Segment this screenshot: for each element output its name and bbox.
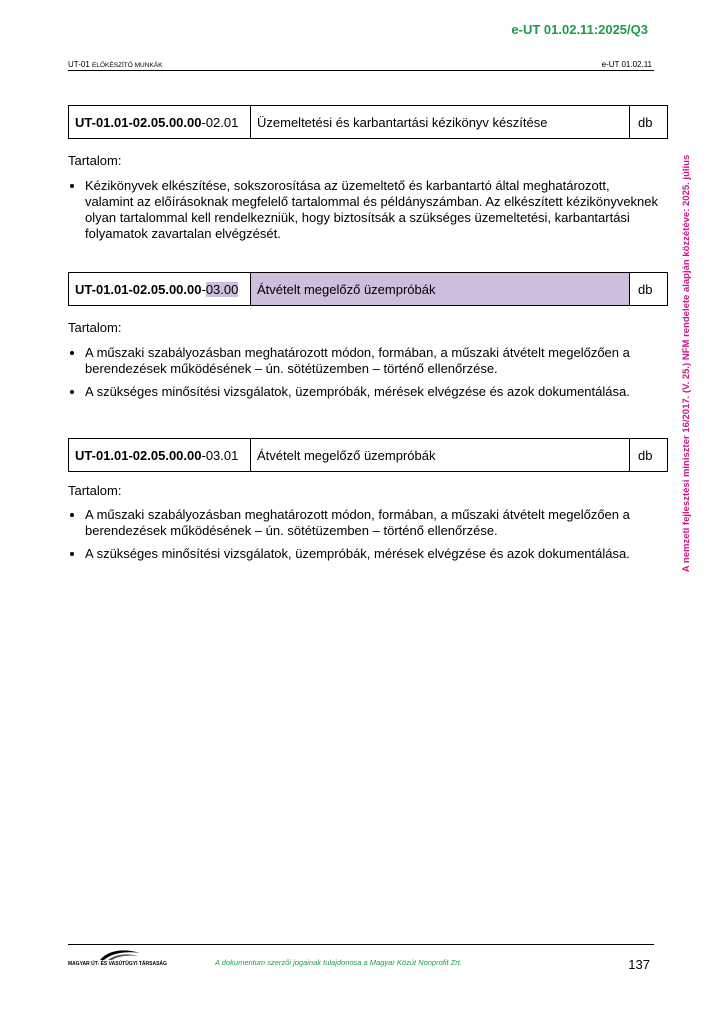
copyright-note: A dokumentum szerzői jogainak tulajdonosa a Magyar Közút Nonprofit Zrt. <box>215 958 462 967</box>
item-code-main: UT-01.01-02.05.00.00 <box>75 447 202 463</box>
page-number: 137 <box>628 957 650 972</box>
document-code: e-UT 01.02.11:2025/Q3 <box>511 22 648 37</box>
header-divider <box>68 70 654 71</box>
item-code-cell <box>69 273 251 305</box>
item-code-dash: - <box>201 281 206 297</box>
list-item: A szükséges minősítési vizsgálatok, üzempróbák, mérések elvégzése és azok dokumentálása. <box>68 384 658 400</box>
content-list-2 <box>68 345 658 407</box>
item-code-cell <box>69 106 251 138</box>
logo-swoosh-icon <box>98 948 142 962</box>
item-code-main: UT-01.01-02.05.00.00 <box>75 281 202 297</box>
footer-divider <box>68 944 654 945</box>
item-title-cell: Üzemeltetési és karbantartási kézikönyv készítése <box>251 106 630 138</box>
item-table-1 <box>68 105 668 139</box>
item-code-highlighted-suffix: 03.00 <box>205 281 239 297</box>
item-unit-cell: db <box>638 447 653 463</box>
item-code-main: UT-01.01-02.05.00.00 <box>75 114 202 130</box>
item-code-suffix: -03.01 <box>201 447 239 463</box>
publication-side-note <box>676 98 698 628</box>
item-unit-cell: db <box>638 114 653 130</box>
chapter-prefix: UT-01 <box>68 60 93 69</box>
chapter-title: ELŐKÉSZÍTŐ MUNKÁK <box>92 62 163 69</box>
running-header-right: e-UT 01.02.11 <box>601 60 652 69</box>
item-code-cell <box>69 439 251 471</box>
list-item: A szükséges minősítési vizsgálatok, üzempróbák, mérések elvégzése és azok dokumentálása. <box>68 546 658 562</box>
item-table-2 <box>68 272 668 306</box>
item-table-3 <box>68 438 668 472</box>
content-list-3 <box>68 507 658 569</box>
list-item: Kézikönyvek elkészítése, sokszorosítása az üzemeltető és karbantartó által meghatározott, valamint az előírásoknak megfelelő tartalommal és példányszámban. Az elkészített kézikönyveknek olyan tartalommal kell rendelkezniük, hogy biztosítsák a szükséges üzemeltetési, karbantartási folyamatok zavartalan elvégzését. <box>68 178 658 242</box>
content-label: Tartalom: <box>68 483 122 498</box>
logo-text: MAGYAR ÚT- ÉS VASÚTÜGYI TÁRSASÁG <box>68 961 167 967</box>
list-item: A műszaki szabályozásban meghatározott módon, formában, a műszaki átvételt megelőzően a berendezések működésének – ún. sötétüzemben – történő ellenőrzése. <box>68 345 658 377</box>
side-note-text: A nemzeti fejlesztési miniszter 16/2017. (V. 25.) NFM rendelete alapján közzétéve: 2025. július <box>681 154 693 572</box>
item-unit-cell: db <box>638 281 653 297</box>
item-title-cell-highlighted: Átvételt megelőző üzempróbák <box>251 273 630 305</box>
content-label: Tartalom: <box>68 153 122 168</box>
item-title-cell: Átvételt megelőző üzempróbák <box>251 439 630 471</box>
item-code-suffix: -02.01 <box>201 114 239 130</box>
running-header-left <box>68 60 162 69</box>
list-item: A műszaki szabályozásban meghatározott módon, formában, a műszaki átvételt megelőzően a berendezések működésének – ún. sötétüzemben – történő ellenőrzése. <box>68 507 658 539</box>
organization-logo <box>68 948 167 970</box>
content-label: Tartalom: <box>68 320 122 335</box>
content-list-1 <box>68 178 658 249</box>
